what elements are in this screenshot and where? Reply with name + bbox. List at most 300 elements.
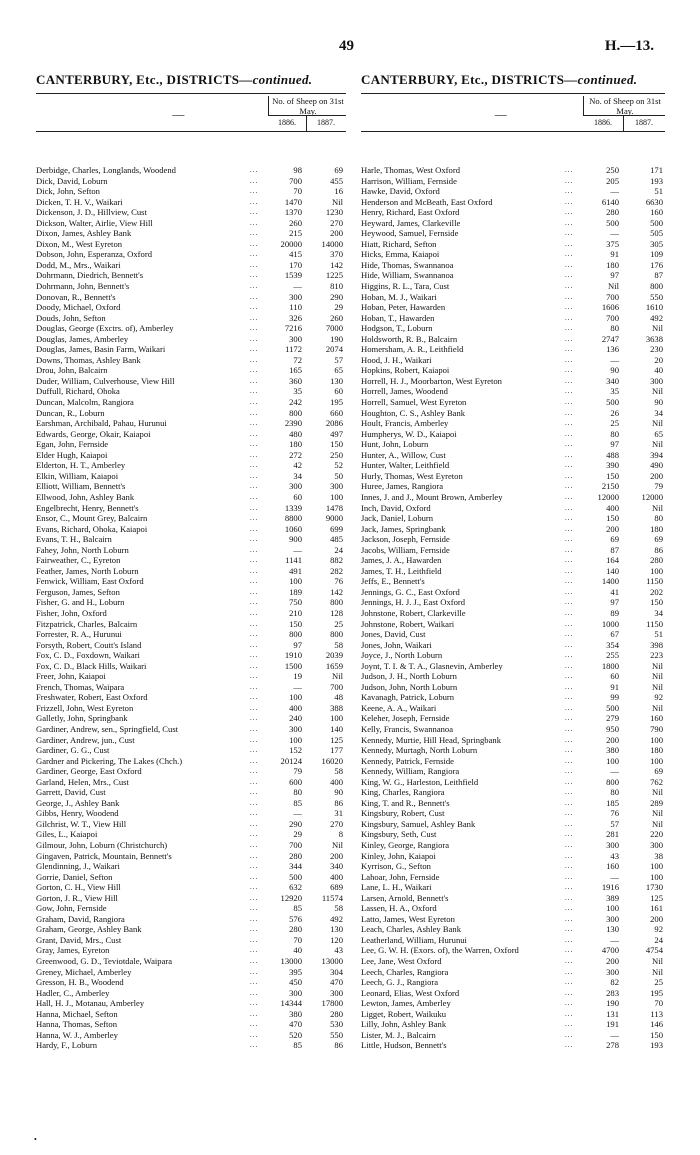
leader-dots: ...	[250, 819, 259, 828]
owner-name: Dick, John, Sefton	[36, 186, 100, 197]
table-row	[36, 956, 346, 967]
leader-dots: ...	[250, 239, 259, 248]
sheep-count-1887: 86	[654, 544, 663, 555]
sheep-count-1886: 82	[610, 977, 619, 988]
leader-dots: ...	[250, 693, 259, 702]
table-row	[361, 270, 665, 281]
leader-dots: ...	[565, 355, 574, 364]
sheep-count-1886: 1800	[601, 660, 619, 671]
table-row	[36, 924, 346, 935]
table-row	[36, 228, 346, 239]
leader-dots: ...	[565, 218, 574, 227]
leader-dots: ...	[565, 1020, 574, 1029]
owner-name: Lahoar, John, Fernside	[361, 871, 440, 882]
table-row	[361, 650, 665, 661]
leader-dots: ...	[565, 608, 574, 617]
leader-dots: ...	[565, 324, 574, 333]
table-row	[361, 355, 665, 366]
owner-name: Earshman, Archibald, Pahau, Hurunui	[36, 418, 167, 429]
leader-dots: ...	[565, 292, 574, 301]
sheep-count-1887: 270	[330, 217, 343, 228]
sheep-count-1886: —	[610, 1029, 619, 1040]
sheep-count-1886: 210	[289, 607, 302, 618]
sheep-count-1887: 25	[654, 977, 663, 988]
sheep-count-1887: 160	[650, 713, 663, 724]
owner-name: Kavanagh, Patrick, Loburn	[361, 692, 455, 703]
table-row	[36, 439, 346, 450]
owner-name: Donovan, R., Bennett's	[36, 291, 116, 302]
leader-dots: ...	[565, 440, 574, 449]
sheep-count-1887: 76	[334, 576, 343, 587]
owner-name: Keleher, Joseph, Fernside	[361, 713, 450, 724]
left-table-header	[36, 93, 346, 132]
leader-dots: ...	[250, 366, 259, 375]
sheep-count-1886: 72	[293, 354, 302, 365]
table-row	[36, 756, 346, 767]
sheep-count-1887: 200	[330, 228, 343, 239]
sheep-count-1887: Nil	[652, 386, 663, 397]
leader-dots: ...	[565, 587, 574, 596]
owner-name: Gingaven, Patrick, Mountain, Bennett's	[36, 850, 172, 861]
table-row	[361, 945, 665, 956]
leader-dots: ...	[250, 746, 259, 755]
leader-dots: ...	[250, 830, 259, 839]
owner-name: Hunt, John, Loburn	[361, 439, 429, 450]
leader-dots: ...	[565, 682, 574, 691]
table-row	[361, 840, 665, 851]
leader-dots: ...	[565, 176, 574, 185]
owner-name: Fox, C. D., Black Hills, Waikari	[36, 660, 147, 671]
sheep-count-1886: 2390	[284, 418, 302, 429]
table-row	[36, 176, 346, 187]
owner-name: Joyce, J., North Loburn	[361, 650, 443, 661]
sheep-count-1886: 900	[289, 534, 302, 545]
table-row	[36, 787, 346, 798]
owner-name: Duncan, R., Loburn	[36, 407, 105, 418]
table-row	[36, 766, 346, 777]
sheep-count-1887: 1730	[645, 882, 663, 893]
sheep-count-1886: 97	[610, 270, 619, 281]
leader-dots: ...	[565, 250, 574, 259]
sheep-count-1887: Nil	[652, 702, 663, 713]
owner-name: Jones, David, Cust	[361, 629, 426, 640]
leader-dots: ...	[250, 440, 259, 449]
owner-name: Johnstone, Robert, Clarkeville	[361, 607, 466, 618]
owner-name: Greney, Michael, Amberley	[36, 966, 132, 977]
sheep-count-1886: 41	[610, 586, 619, 597]
sheep-count-1887: 195	[650, 987, 663, 998]
table-row	[361, 492, 665, 503]
leader-dots: ...	[250, 735, 259, 744]
leader-dots: ...	[565, 630, 574, 639]
leader-dots: ...	[250, 608, 259, 617]
leader-dots: ...	[250, 187, 259, 196]
owner-name: Fahey, John, North Loburn	[36, 544, 129, 555]
sheep-count-1887: 150	[650, 1029, 663, 1040]
owner-name: Dixon, James, Ashley Bank	[36, 228, 132, 239]
owner-name: Fitzpatrick, Charles, Balcairn	[36, 618, 138, 629]
table-row	[361, 661, 665, 672]
leader-dots: ...	[565, 271, 574, 280]
sheep-count-1887: 86	[334, 797, 343, 808]
owner-name: Higgins, R. L., Tara, Cust	[361, 281, 450, 292]
sheep-count-1886: 360	[289, 375, 302, 386]
sheep-count-1887: 51	[654, 186, 663, 197]
owner-name: Hood, J. H., Waikari	[361, 354, 432, 365]
sheep-count-1887: 388	[330, 702, 343, 713]
owner-name: Kelly, Francis, Swannanoa	[361, 723, 454, 734]
sheep-count-1887: 505	[650, 228, 663, 239]
sheep-count-1886: 205	[606, 175, 619, 186]
leader-dots: ...	[565, 303, 574, 312]
leader-dots: ...	[250, 324, 259, 333]
owner-name: Kennedy, Murtagh, North Loburn	[361, 745, 478, 756]
owner-name: Ferguson, James, Sefton	[36, 586, 120, 597]
leader-dots: ...	[250, 862, 259, 871]
owner-name: Judson, John, North Loburn	[361, 681, 458, 692]
sheep-count-1886: 354	[606, 639, 619, 650]
sheep-count-1886: 57	[610, 818, 619, 829]
owner-name: King, W. G., Harleston, Leithfield	[361, 776, 479, 787]
leader-dots: ...	[250, 914, 259, 923]
sheep-count-1887: 7000	[325, 323, 343, 334]
sheep-count-1886: 1000	[601, 618, 619, 629]
sheep-count-1887: 57	[334, 354, 343, 365]
sheep-count-1887: 270	[330, 818, 343, 829]
table-row	[361, 249, 665, 260]
left-rows	[36, 165, 346, 1051]
owner-name: Jackson, Joseph, Fernside	[361, 534, 450, 545]
sheep-count-1887: 200	[650, 470, 663, 481]
owner-name: King, Charles, Rangiora	[361, 787, 445, 798]
leader-dots: ...	[565, 946, 574, 955]
sheep-count-1887: 51	[654, 629, 663, 640]
sheep-count-1887: 125	[650, 892, 663, 903]
sheep-count-1887: 193	[650, 1040, 663, 1051]
sheep-count-1887: 130	[330, 924, 343, 935]
sheep-count-1887: 34	[654, 607, 663, 618]
sheep-count-1886: 130	[606, 924, 619, 935]
sheep-count-1886: 14344	[280, 998, 302, 1009]
sheep-count-1887: Nil	[332, 671, 343, 682]
sheep-count-1886: 488	[606, 449, 619, 460]
table-row	[36, 555, 346, 566]
table-row	[361, 418, 665, 429]
sheep-count-1887: Nil	[652, 502, 663, 513]
table-row	[361, 323, 665, 334]
sheep-count-1886: 280	[606, 207, 619, 218]
owner-name: Dodd, M., Mrs., Waikari	[36, 259, 121, 270]
leader-dots: ...	[250, 682, 259, 691]
sheep-count-1887: 400	[330, 776, 343, 787]
table-row	[36, 450, 346, 461]
table-row	[36, 513, 346, 524]
table-row	[36, 882, 346, 893]
sheep-count-1886: Nil	[608, 281, 619, 292]
sheep-count-1886: 1141	[285, 555, 302, 566]
owner-name: Lister, M. J., Balcairn	[361, 1029, 436, 1040]
leader-dots: ...	[250, 376, 259, 385]
sheep-count-1886: 85	[293, 903, 302, 914]
table-row	[361, 513, 665, 524]
table-row	[361, 597, 665, 608]
table-row	[36, 1040, 346, 1051]
table-row	[361, 334, 665, 345]
owner-name: Lee, G. W. H. (Exors. of), the Warren, Oxford	[361, 945, 519, 956]
owner-name: James, J. A., Hawarden	[361, 555, 442, 566]
owner-name: Greenwood, G. D., Teviotdale, Waipara	[36, 956, 173, 967]
leader-dots: ...	[250, 535, 259, 544]
sheep-count-1886: 35	[610, 386, 619, 397]
owner-name: Leech, G. J., Rangiora	[361, 977, 439, 988]
sheep-count-1886: 470	[289, 1019, 302, 1030]
sheep-count-1887: 300	[330, 481, 343, 492]
table-row	[361, 566, 665, 577]
owner-name: Gorton, J. R., View Hill	[36, 892, 118, 903]
sheep-count-1886: 80	[610, 428, 619, 439]
table-row	[36, 313, 346, 324]
sheep-count-1886: 390	[606, 460, 619, 471]
owner-name: Hanna, W. J., Amberley	[36, 1029, 118, 1040]
table-row	[361, 555, 665, 566]
owner-name: Horrell, James, Woodend	[361, 386, 448, 397]
owner-name: Ensor, C., Mount Grey, Balcairn	[36, 513, 148, 524]
sheep-count-1887: 140	[330, 723, 343, 734]
leader-dots: ...	[250, 176, 259, 185]
sheep-count-1887: 220	[650, 829, 663, 840]
sheep-count-1887: 90	[334, 787, 343, 798]
sheep-count-1887: 24	[334, 544, 343, 555]
sheep-count-1886: 300	[289, 987, 302, 998]
owner-name: Dicken, T. H. V., Waikari	[36, 196, 123, 207]
table-row	[361, 924, 665, 935]
owner-name: Lassen, H. A., Oxford	[361, 903, 437, 914]
sheep-count-1886: 260	[289, 217, 302, 228]
right-year-1886: 1886.	[594, 118, 612, 127]
table-row	[361, 935, 665, 946]
sheep-count-1887: Nil	[652, 323, 663, 334]
leader-dots: ...	[565, 334, 574, 343]
right-column	[361, 72, 665, 1051]
sheep-count-1887: 398	[650, 639, 663, 650]
owner-name: Duncan, Malcolm, Rangiora	[36, 397, 134, 408]
sheep-count-1887: 6630	[645, 196, 663, 207]
sheep-count-1886: 26	[610, 407, 619, 418]
owner-name: Kinley, George, Rangiora	[361, 840, 450, 850]
owner-name: Lilly, John, Ashley Bank	[361, 1019, 447, 1030]
owner-name: Henderson and McBeath, East Oxford	[361, 196, 493, 207]
sheep-count-1887: 146	[650, 1019, 663, 1030]
right-rows	[361, 165, 665, 1051]
table-row	[36, 576, 346, 587]
sheep-count-1887: 25	[334, 618, 343, 629]
table-row	[36, 914, 346, 925]
sheep-count-1886: 43	[610, 850, 619, 861]
sheep-count-1886: 1910	[284, 650, 302, 661]
sheep-count-1887: 142	[330, 586, 343, 597]
owner-name: Hoban, T., Hawarden	[361, 312, 435, 323]
sheep-count-1886: 700	[606, 312, 619, 323]
sheep-count-1886: 215	[289, 228, 302, 239]
owner-name: Leech, Charles, Rangiora	[361, 966, 449, 977]
leader-dots: ...	[565, 925, 574, 934]
sheep-count-1887: 280	[330, 1008, 343, 1019]
leader-dots: ...	[565, 883, 574, 892]
sheep-count-1887: 190	[330, 333, 343, 344]
leader-dots: ...	[250, 651, 259, 660]
owner-name: Douglas, George (Exctrs. of), Amberley	[36, 323, 174, 334]
leader-dots: ...	[565, 967, 574, 976]
owner-name: Gilmour, John, Loburn (Christchurch)	[36, 840, 168, 850]
leader-dots: ...	[250, 166, 259, 174]
sheep-count-1886: 164	[606, 555, 619, 566]
owner-name: Leonard, Elias, West Oxford	[361, 987, 460, 998]
sheep-count-1887: 100	[650, 861, 663, 872]
sheep-count-1887: Nil	[652, 808, 663, 819]
table-row	[361, 239, 665, 250]
table-row	[361, 302, 665, 313]
owner-name: Jennings, G. C., East Oxford	[361, 586, 460, 597]
sheep-count-1887: 202	[650, 586, 663, 597]
owner-name: Hiatt, Richard, Sefton	[361, 238, 437, 249]
table-row	[36, 460, 346, 471]
sheep-count-1886: 250	[606, 165, 619, 175]
table-row	[361, 524, 665, 535]
leader-dots: ...	[250, 514, 259, 523]
table-row	[361, 819, 665, 830]
sheep-count-1887: 100	[650, 871, 663, 882]
sheep-count-1886: 300	[606, 913, 619, 924]
leader-dots: ...	[250, 471, 259, 480]
leader-dots: ...	[250, 872, 259, 881]
sheep-count-1887: 300	[650, 375, 663, 386]
leader-dots: ...	[565, 672, 574, 681]
sheep-count-1887: 65	[654, 428, 663, 439]
leader-dots: ...	[565, 841, 574, 849]
sheep-count-1886: 6140	[601, 196, 619, 207]
leader-dots: ...	[565, 1041, 574, 1050]
table-row	[36, 735, 346, 746]
owner-name: Graham, David, Rangiora	[36, 913, 125, 924]
sheep-count-1887: 500	[650, 217, 663, 228]
table-row	[36, 840, 346, 851]
owner-name: Hanna, Michael, Sefton	[36, 1008, 118, 1019]
leader-dots: ...	[250, 630, 259, 639]
owner-name: Dobson, John, Esperanza, Oxford	[36, 249, 152, 260]
table-row	[361, 829, 665, 840]
leader-dots: ...	[250, 619, 259, 628]
leader-dots: ...	[250, 482, 259, 491]
sheep-count-1886: —	[293, 808, 302, 819]
sheep-count-1887: 200	[650, 913, 663, 924]
sheep-count-1886: 60	[610, 671, 619, 682]
sheep-count-1887: 58	[334, 766, 343, 777]
table-row	[361, 408, 665, 419]
sheep-count-1886: 242	[289, 397, 302, 408]
sheep-count-1887: Nil	[332, 840, 343, 850]
leader-dots: ...	[565, 746, 574, 755]
leader-dots: ...	[565, 482, 574, 491]
table-row	[361, 756, 665, 767]
sheep-count-1887: 92	[654, 692, 663, 703]
sheep-count-1886: 500	[606, 702, 619, 713]
right-year-1887: 1887.	[635, 118, 653, 127]
leader-dots: ...	[250, 229, 259, 238]
leader-dots: ...	[565, 1009, 574, 1018]
sheep-count-1887: 289	[650, 797, 663, 808]
sheep-count-1887: 470	[330, 977, 343, 988]
leader-dots: ...	[250, 1009, 259, 1018]
table-row	[36, 260, 346, 271]
table-row	[361, 977, 665, 988]
sheep-count-1886: 1470	[284, 196, 302, 207]
leader-dots: ...	[250, 355, 259, 364]
owner-name: Latto, James, West Eyreton	[361, 913, 455, 924]
sheep-count-1886: 8800	[284, 513, 302, 524]
sheep-count-1887: 38	[654, 850, 663, 861]
table-row	[36, 186, 346, 197]
sheep-count-1886: 280	[289, 850, 302, 861]
sheep-count-1886: 800	[289, 407, 302, 418]
owner-name: Hall, H. J., Motanau, Amberley	[36, 998, 145, 1009]
table-row	[36, 650, 346, 661]
sheep-count-1887: 70	[654, 998, 663, 1009]
leader-dots: ...	[250, 841, 259, 849]
table-row	[36, 334, 346, 345]
leader-dots: ...	[565, 1030, 574, 1039]
leader-dots: ...	[565, 408, 574, 417]
owner-name: Jack, James, Springbank	[361, 523, 446, 534]
sheep-count-1886: 79	[293, 766, 302, 777]
sheep-count-1887: 689	[330, 882, 343, 893]
table-row	[36, 418, 346, 429]
owner-name: Gray, James, Eyreton	[36, 945, 110, 956]
leader-dots: ...	[250, 1041, 259, 1050]
sheep-count-1887: 8	[338, 829, 343, 840]
sheep-count-1886: 380	[606, 745, 619, 756]
leader-dots: ...	[565, 693, 574, 702]
sheep-count-1886: 12000	[597, 491, 619, 502]
owner-name: Frizzell, John, West Eyreton	[36, 702, 134, 713]
sheep-count-1887: 142	[330, 259, 343, 270]
leader-dots: ...	[250, 703, 259, 712]
sheep-count-1886: 240	[289, 713, 302, 724]
leader-dots: ...	[250, 777, 259, 786]
owner-name: Gardiner, George, East Oxford	[36, 766, 142, 777]
owner-name: Elliott, William, Bennett's	[36, 481, 126, 492]
leader-dots: ...	[250, 503, 259, 512]
sheep-count-1886: 170	[289, 259, 302, 270]
sheep-count-1886: 4700	[601, 945, 619, 956]
owner-name: Hide, William, Swannanoa	[361, 270, 454, 281]
sheep-count-1887: 12000	[641, 491, 663, 502]
sheep-count-1887: 490	[650, 460, 663, 471]
sheep-count-1887: Nil	[652, 671, 663, 682]
sheep-count-1886: 69	[610, 534, 619, 545]
table-row	[36, 629, 346, 640]
table-row	[36, 808, 346, 819]
owner-name: Lewton, James, Amberley	[361, 998, 451, 1009]
table-row	[361, 872, 665, 883]
table-row	[36, 323, 346, 334]
owner-name: Henry, Richard, East Oxford	[361, 207, 460, 218]
leader-dots: ...	[250, 925, 259, 934]
owner-name: Gardner and Pickering, The Lakes (Chch.)	[36, 755, 183, 766]
table-row	[361, 228, 665, 239]
sheep-count-1886: 98	[293, 165, 302, 175]
leader-dots: ...	[565, 767, 574, 776]
table-row	[361, 376, 665, 387]
